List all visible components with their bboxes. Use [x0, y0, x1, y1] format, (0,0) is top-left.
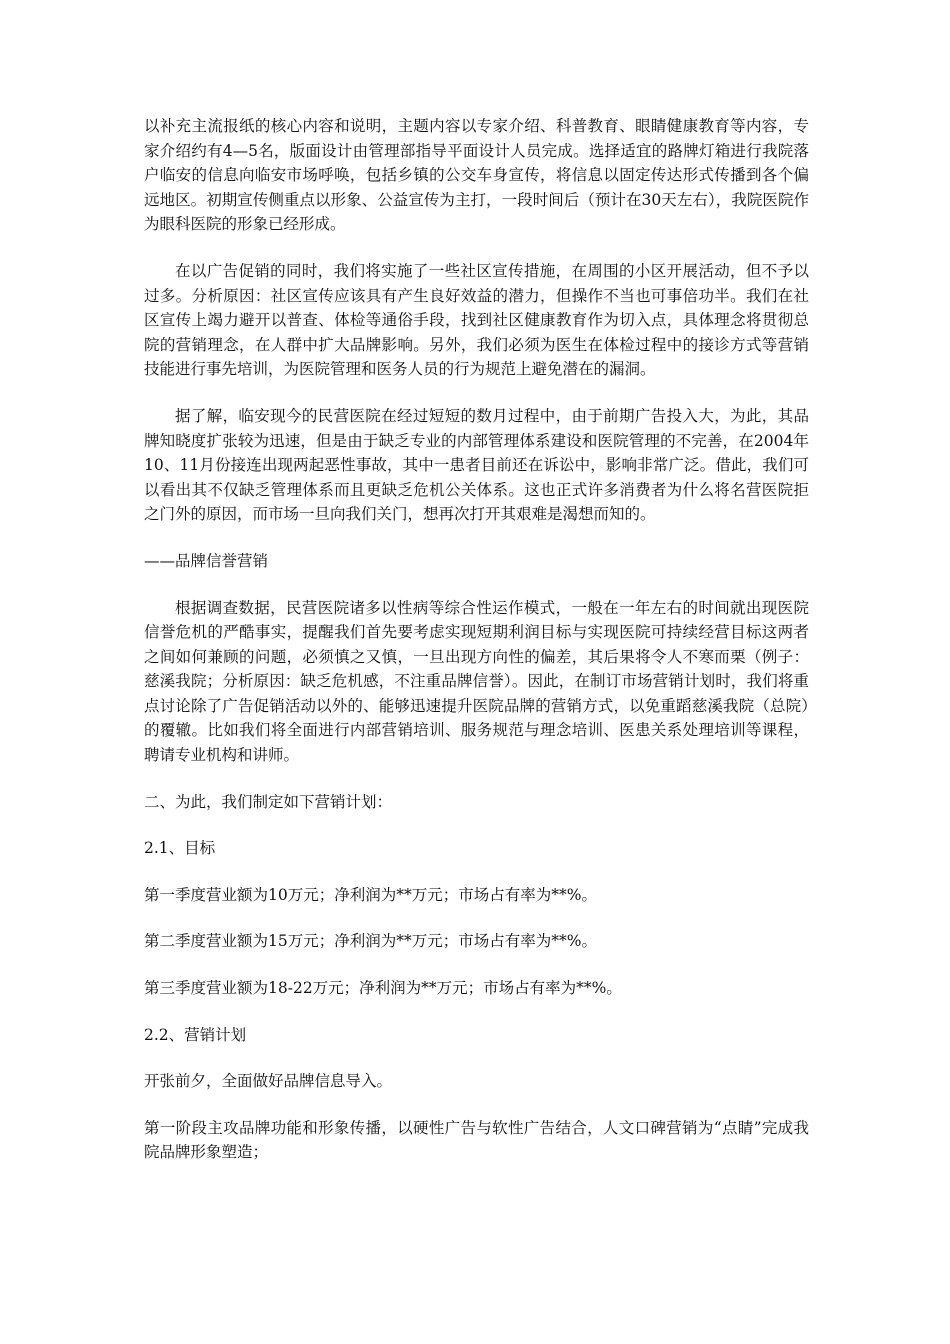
paragraph-pre-opening: 开张前夕，全面做好品牌信息导入。 [144, 1072, 393, 1091]
section-heading-brand-reputation: ——品牌信誉营销 [144, 551, 269, 570]
paragraph-competitor-analysis: 据了解，临安现今的民营医院在经过短短的数月过程中，由于前期广告投入大，为此，其品牌知晓度扩张较为迅速，但是由于缺乏专业的内部管理体系建设和医院管理的不完善，在2004年10、11月份接连出现两起恶性事故，其中一患者目前还在诉讼中，影响非常广泛。借此，我们可以看出其不仅缺乏管理体系而且更缺乏危机公关体系。这也正式许多消费者为什么将名营医院拒之门外的原因，而市场一旦向我们关门，想再次打开其艰难是渴想而知的。 [144, 406, 809, 524]
goal-q2: 第二季度营业额为15万元；净利润为**万元；市场占有率为**%。 [144, 932, 597, 951]
paragraph-media-plan: 以补充主流报纸的核心内容和说明，主题内容以专家介绍、科普教育、眼睛健康教育等内容，专家介绍约有4—5名，版面设计由管理部指导平面设计人员完成。选择适宜的路牌灯箱进行我院落户临安的信息向临安市场呼唤，包括乡镇的公交车身宣传，将信息以固定传达形式传播到各个偏远地区。初期宣传侧重点以形象、公益宣传为主打，一段时间后（预计在30天左右），我院医院作为眼科医院的形象已经形成。 [144, 117, 809, 234]
subsection-heading-goals: 2.1、目标 [144, 839, 216, 858]
section-heading-marketing-plan: 二、为此，我们制定如下营销计划： [144, 792, 393, 811]
paragraph-community-promotion: 在以广告促销的同时，我们将实施了一些社区宣传措施，在周围的小区开展活动，但不予以过多。分析原因：社区宣传应该具有产生良好效益的潜力，但操作不当也可事倍功半。我们在社区宣传上竭力避开以普查、体检等通俗手段，找到社区健康教育作为切入点，具体理念将贯彻总院的营销理念，在人群中扩大品牌影响。另外，我们必须为医生在体检过程中的接诊方式等营销技能进行事先培训，为医院管理和医务人员的行为规范上避免潜在的漏洞。 [144, 261, 809, 379]
paragraph-phase-one: 第一阶段主攻品牌功能和形象传播，以硬性广告与软性广告结合，人文口碑营销为“点睛”完成我院品牌形象塑造； [144, 1118, 809, 1162]
document-body [144, 114, 809, 1187]
goal-q3: 第三季度营业额为18-22万元；净利润为**万元；市场占有率为**%。 [144, 979, 622, 998]
subsection-heading-plan: 2.2、营销计划 [144, 1025, 247, 1044]
paragraph-brand-reputation: 根据调查数据，民营医院诸多以性病等综合性运作模式，一般在一年左右的时间就出现医院信誉危机的严酷事实，提醒我们首先要考虑实现短期利润目标与实现医院可持续经营目标这两者之间如何兼顾的问题，必须慎之又慎，一旦出现方向性的偏差，其后果将令人不寒而栗（例子：慈溪我院；分析原因：缺乏危机感，不注重品牌信誉）。因此，在制订市场营销计划时，我们将重点讨论除了广告促销活动以外的、能够迅速提升医院品牌的营销方式，以免重蹈慈溪我院（总院）的覆辙。比如我们将全面进行内部营销培训、服务规范与理念培训、医患关系处理培训等课程，聘请专业机构和讲师。 [144, 598, 809, 765]
goal-q1: 第一季度营业额为10万元；净利润为**万元；市场占有率为**%。 [144, 885, 597, 904]
